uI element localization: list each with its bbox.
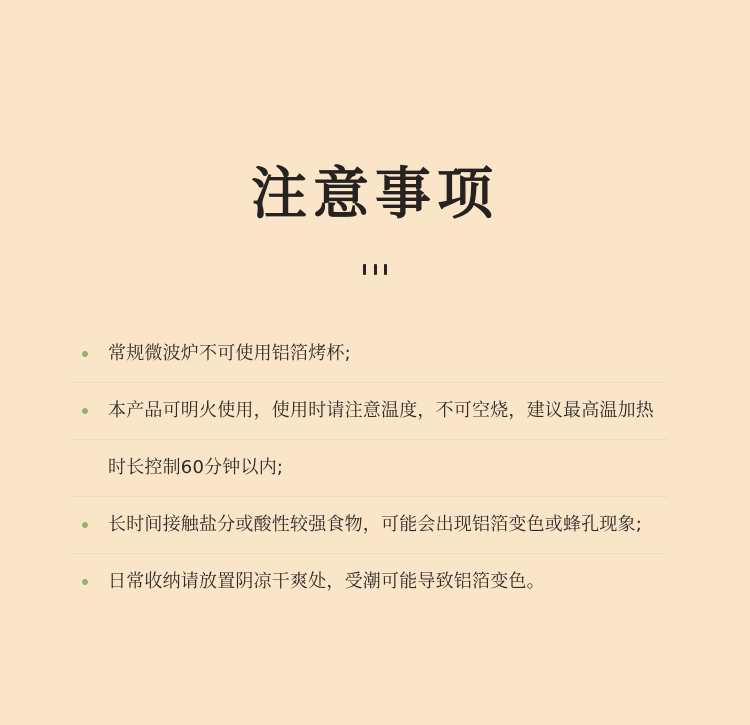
tick-mark [363, 264, 366, 275]
page-title: 注意事项 [251, 162, 499, 227]
bullet-dot-icon [82, 579, 88, 585]
bullet-dot-icon [82, 522, 88, 528]
notice-item [70, 383, 668, 497]
notice-list [70, 326, 668, 610]
notice-text-line: 常规微波炉不可使用铝箔烤杯; [108, 343, 351, 364]
bullet-dot-icon [82, 351, 88, 357]
notice-item [70, 554, 668, 610]
notice-text-line: 日常收纳请放置阴凉干爽处，受潮可能导致铝箔变色。 [108, 571, 545, 592]
bullet-dot-icon [82, 408, 88, 414]
decorative-tick-marks [363, 264, 387, 278]
tick-mark [384, 264, 387, 275]
notice-text-line: 长时间接触盐分或酸性较强食物，可能会出现铝箔变色或蜂孔现象; [108, 514, 643, 535]
notice-item [70, 326, 668, 383]
notice-item [70, 497, 668, 554]
tick-mark [374, 264, 377, 275]
notice-text-line: 本产品可明火使用，使用时请注意温度，不可空烧，建议最高温加热 [108, 400, 654, 421]
notice-text-line: 时长控制60分钟以内; [70, 439, 668, 496]
